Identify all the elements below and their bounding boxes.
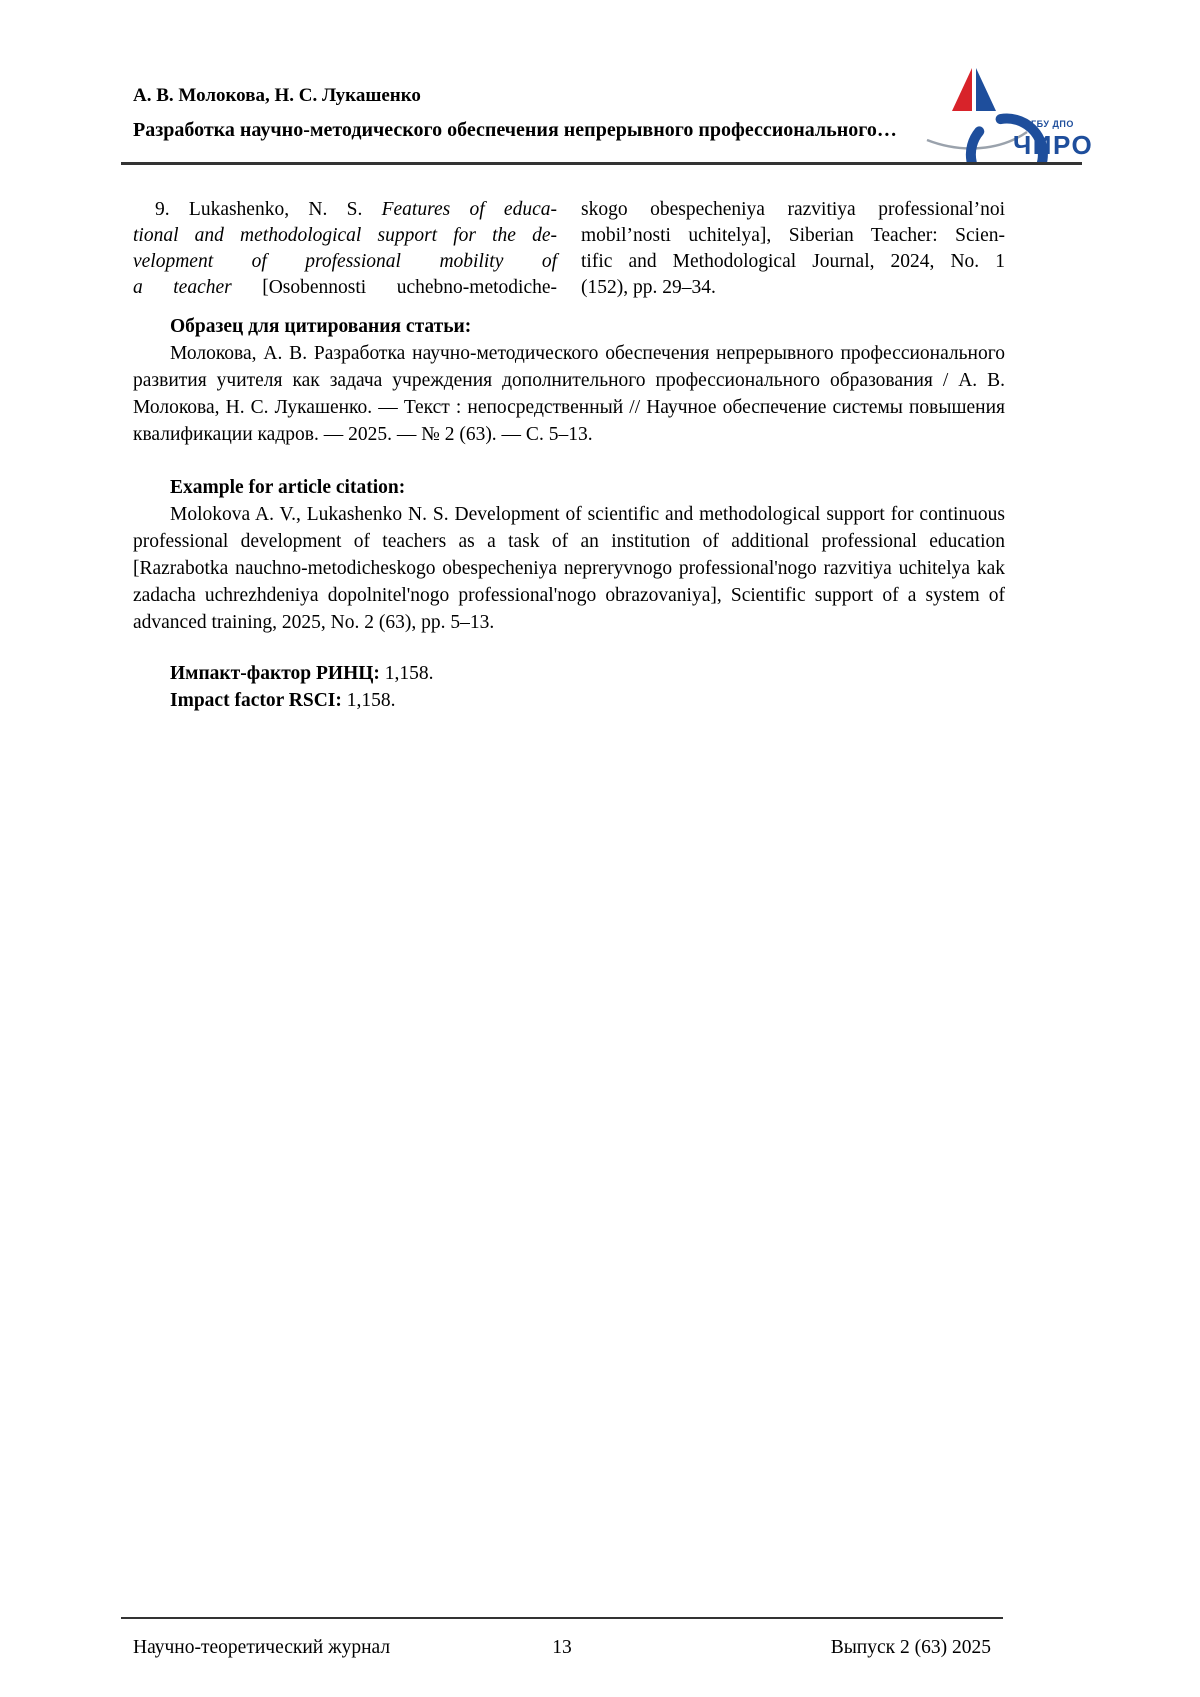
- citation-en-text: Molokova A. V., Lukashenko N. S. Development of scientific and methodological support for continuous professional development of teachers as a task of an institution of additional professional education [Razrabotka nauchno-metodicheskogo obespecheniya nepreryvnogo professional'nogo razvitiya uchitelya kak zadacha uchrezhdeniya dopolnitel'nogo professional'nogo obrazovaniya], Scientific support of a system of advanced training, 2025, No. 2 (63), pp. 5–13.: [133, 504, 1005, 633]
- footer-divider: [121, 1617, 1003, 1619]
- reference-line: tific and Methodological Journal, 2024, No. 1: [581, 251, 1005, 272]
- reference-line: mobil’nosti uchitelya], Siberian Teacher: Scien-: [581, 225, 1005, 246]
- chiro-logo-graphic: [921, 48, 1091, 162]
- reference-text: 9. Lukashenko, N. S.: [155, 199, 382, 220]
- reference-title-italic: a teacher: [133, 277, 263, 298]
- impact-factor-block: [133, 660, 1005, 714]
- citation-en-section: [133, 474, 1005, 636]
- impact-factor-en-value: 1,158.: [341, 690, 396, 711]
- logo-org-type: ГБУ ДПО: [1031, 119, 1074, 129]
- reference-line: [133, 223, 557, 249]
- citation-ru-section: [133, 313, 1005, 448]
- citation-en-heading: Example for article citation:: [170, 477, 406, 498]
- reference-title-italic: Features of educa-: [381, 199, 557, 220]
- reference-line: skogo obespecheniya razvitiya professional’noi: [581, 199, 1005, 220]
- reference-line: [133, 249, 557, 275]
- reference-line: (152), pp. 29–34.: [581, 277, 716, 298]
- citation-ru-heading: Образец для цитирования статьи:: [170, 316, 472, 337]
- reference-entry: [133, 197, 1005, 301]
- header-text-block: [133, 84, 903, 142]
- reference-line: [133, 275, 557, 301]
- impact-factor-en: [170, 687, 1005, 714]
- reference-text: [Osobennosti uchebno-metodiche-: [262, 277, 557, 298]
- footer-issue: Выпуск 2 (63) 2025: [830, 1637, 991, 1658]
- footer-journal-type: Научно-теоретический журнал: [133, 1637, 391, 1658]
- logo-acronym: ЧИРО: [1013, 130, 1091, 160]
- reference-right-column: [581, 197, 1005, 301]
- impact-factor-en-label: Impact factor RSCI:: [170, 690, 342, 711]
- impact-factor-ru-label: Импакт-фактор РИНЦ:: [170, 663, 380, 684]
- logo-mountain-left: [952, 68, 972, 111]
- header-divider: [121, 162, 1082, 165]
- reference-left-column: [133, 197, 557, 301]
- impact-factor-ru: [170, 660, 1005, 687]
- impact-factor-ru-value: 1,158.: [379, 663, 434, 684]
- logo-mountain-right: [976, 68, 996, 111]
- page-content: [133, 197, 1005, 714]
- reference-title-italic: tional and methodological support for the de-: [133, 225, 557, 246]
- footer-row: [133, 1634, 991, 1661]
- header-authors: А. В. Молокова, Н. С. Лукашенко: [133, 85, 421, 106]
- chiro-logo: [921, 48, 1091, 162]
- header-running-title: Разработка научно-методического обеспечения непрерывного профессионального…: [133, 119, 897, 141]
- reference-title-italic: velopment of professional mobility of: [133, 251, 557, 272]
- citation-ru-text: Молокова, А. В. Разработка научно-методического обеспечения непрерывного профессионального развития учителя как задача учреждения дополнительного профессионального образования / А. В. Молокова, Н. С. Лукашенко. — Текст : непосредственный // Научное обеспечение системы повышения квалификации кадров. — 2025. — № 2 (63). — С. 5–13.: [133, 343, 1005, 445]
- footer-page-number: 13: [552, 1637, 572, 1658]
- reference-line: [133, 197, 557, 223]
